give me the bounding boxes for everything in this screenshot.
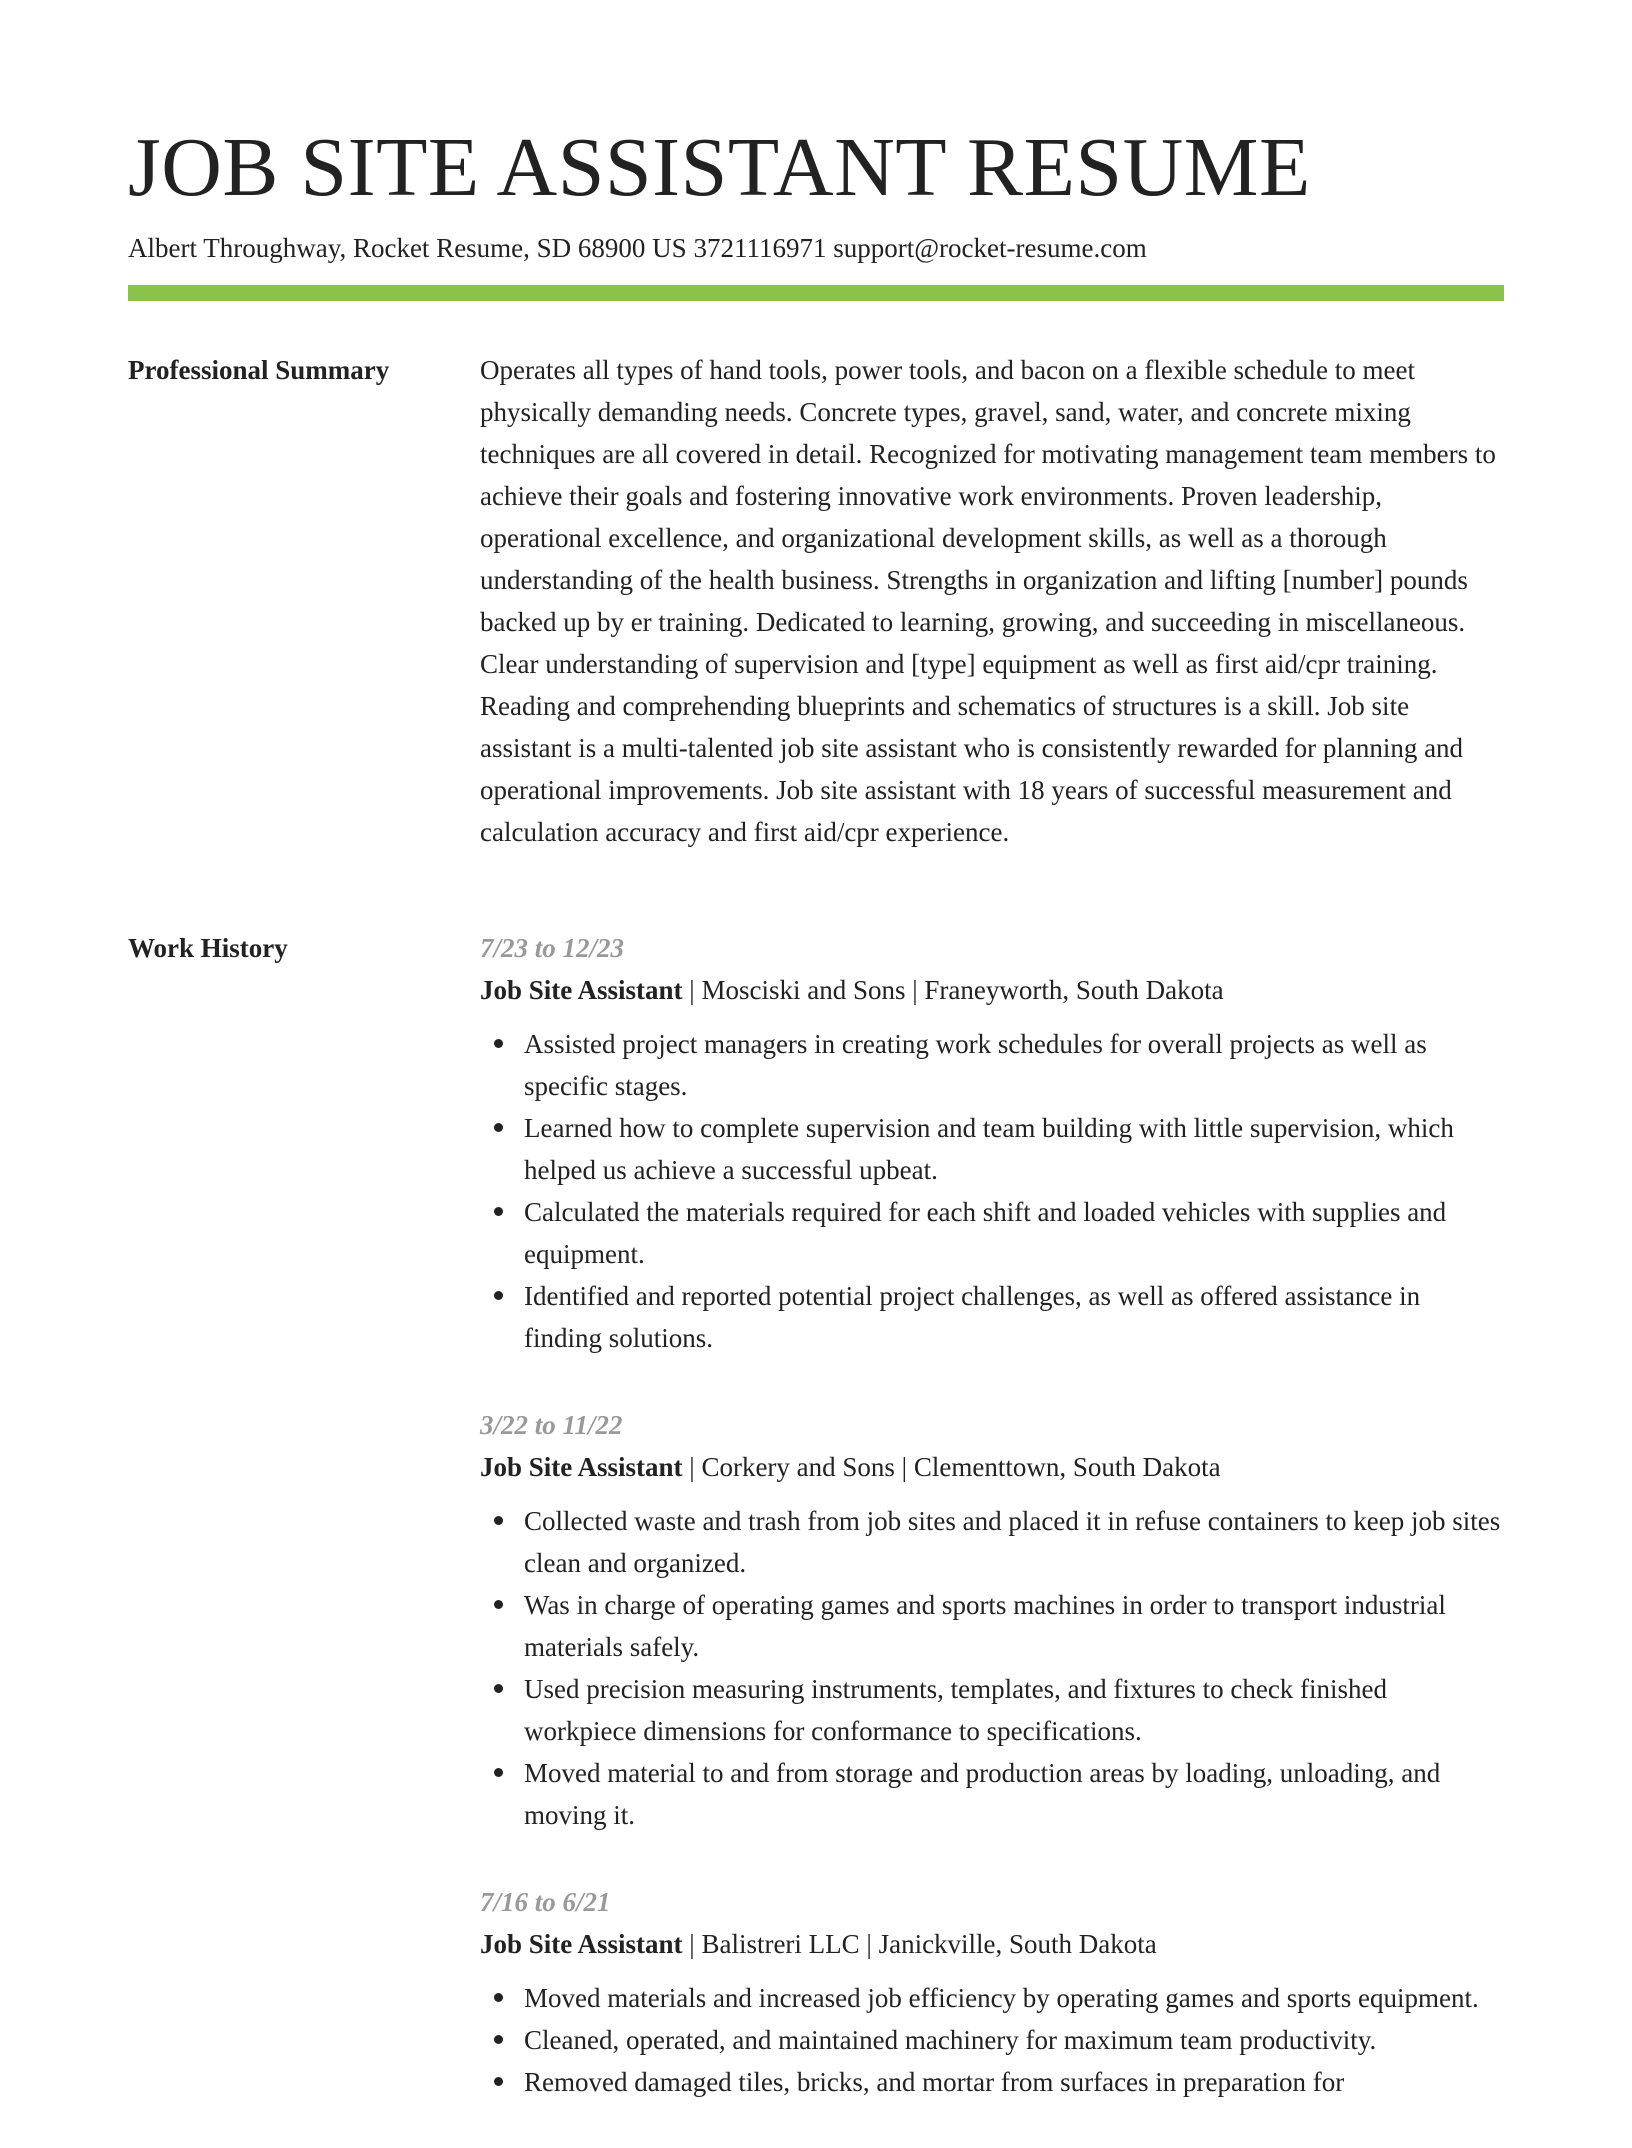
job-bullet <box>524 1191 1504 1275</box>
job-heading <box>480 1446 1504 1488</box>
job-bullet-text: Used precision measuring instruments, templates, and fixtures to check finished workpiece dimensions for conformance to specifications. <box>524 1674 1388 1746</box>
bullet-icon <box>494 1768 503 1777</box>
job-title: Job Site Assistant <box>480 1452 683 1482</box>
job-entry <box>480 1404 1504 1836</box>
job-bullet-text: Collected waste and trash from job sites and placed it in refuse containers to keep job sites clean and organized. <box>524 1506 1501 1578</box>
bullet-icon <box>494 2035 503 2044</box>
job-heading <box>480 969 1504 1011</box>
job-bullet-list <box>480 1500 1504 1836</box>
resume-title: JOB SITE ASSISTANT RESUME <box>128 121 1311 214</box>
work-history-section-label: Work History <box>128 933 288 963</box>
bullet-icon <box>494 1207 503 1216</box>
job-bullet-text: Moved materials and increased job efficiency by operating games and sports equipment. <box>524 1983 1479 2013</box>
job-dates: 3/22 to 11/22 <box>480 1410 623 1440</box>
job-title: Job Site Assistant <box>480 1929 683 1959</box>
job-bullet <box>524 1752 1504 1836</box>
job-details: | Balistreri LLC | Janickville, South Dakota <box>682 1929 1157 1959</box>
job-bullet <box>524 1500 1504 1584</box>
job-title: Job Site Assistant <box>480 975 683 1005</box>
bullet-icon <box>494 1684 503 1693</box>
job-details: | Mosciski and Sons | Franeyworth, South Dakota <box>682 975 1224 1005</box>
job-dates: 7/16 to 6/21 <box>480 1887 611 1917</box>
work-history-section-content <box>480 927 1504 2148</box>
job-bullet <box>524 1977 1504 2019</box>
header-divider <box>128 285 1504 301</box>
job-bullet <box>524 1023 1504 1107</box>
bullet-icon <box>494 2077 503 2086</box>
job-bullet-text: Removed damaged tiles, bricks, and mortar from surfaces in preparation for <box>524 2067 1345 2097</box>
contact-line: Albert Throughway, Rocket Resume, SD 68900 US 3721116971 support@rocket-resume.com <box>128 233 1147 263</box>
bullet-icon <box>494 1600 503 1609</box>
bullet-icon <box>494 1993 503 2002</box>
job-bullet-text: Moved material to and from storage and production areas by loading, unloading, and moving it. <box>524 1758 1441 1830</box>
job-bullet-text: Assisted project managers in creating work schedules for overall projects as well as specific stages. <box>524 1029 1427 1101</box>
job-bullet-text: Was in charge of operating games and sports machines in order to transport industrial materials safely. <box>524 1590 1446 1662</box>
bullet-icon <box>494 1039 503 1048</box>
summary-section-label: Professional Summary <box>128 355 390 385</box>
bullet-icon <box>494 1291 503 1300</box>
job-bullet <box>524 1668 1504 1752</box>
job-bullet-text: Cleaned, operated, and maintained machinery for maximum team productivity. <box>524 2025 1377 2055</box>
job-bullet-text: Learned how to complete supervision and team building with little supervision, which helped us achieve a successful upbeat. <box>524 1113 1454 1185</box>
job-bullet-list <box>480 1023 1504 1359</box>
summary-text: Operates all types of hand tools, power tools, and bacon on a flexible schedule to meet physically demanding needs. Concrete types, gravel, sand, water, and concrete mixing techniques are all covered in detail. Recognized for motivating management team members to achieve their goals and fostering innovative work environments. Proven leadership, operational excellence, and organizational development skills, as well as a thorough understanding of the health business. Strengths in organization and lifting [number] pounds backed up by er training. Dedicated to learning, growing, and succeeding in miscellaneous. Clear understanding of supervision and [type] equipment as well as first aid/cpr training. Reading and comprehending blueprints and schematics of structures is a skill. Job site assistant is a multi-talented job site assistant who is consistently rewarded for planning and operational improvements. Job site assistant with 18 years of successful measurement and calculation accuracy and first aid/cpr experience. <box>480 355 1496 847</box>
job-bullet <box>524 1275 1504 1359</box>
job-entry <box>480 1881 1504 2103</box>
job-bullet <box>524 1107 1504 1191</box>
job-dates: 7/23 to 12/23 <box>480 933 625 963</box>
job-bullet <box>524 2019 1504 2061</box>
job-details: | Corkery and Sons | Clementtown, South Dakota <box>682 1452 1221 1482</box>
summary-section-content <box>480 349 1504 853</box>
job-heading <box>480 1923 1504 1965</box>
job-bullet <box>524 1584 1504 1668</box>
job-bullet-text: Identified and reported potential project challenges, as well as offered assistance in finding solutions. <box>524 1281 1421 1353</box>
job-bullet-text: Calculated the materials required for each shift and loaded vehicles with supplies and equipment. <box>524 1197 1447 1269</box>
bullet-icon <box>494 1516 503 1525</box>
job-bullet-list <box>480 1977 1504 2103</box>
job-bullet <box>524 2061 1504 2103</box>
job-entry <box>480 927 1504 1359</box>
bullet-icon <box>494 1123 503 1132</box>
